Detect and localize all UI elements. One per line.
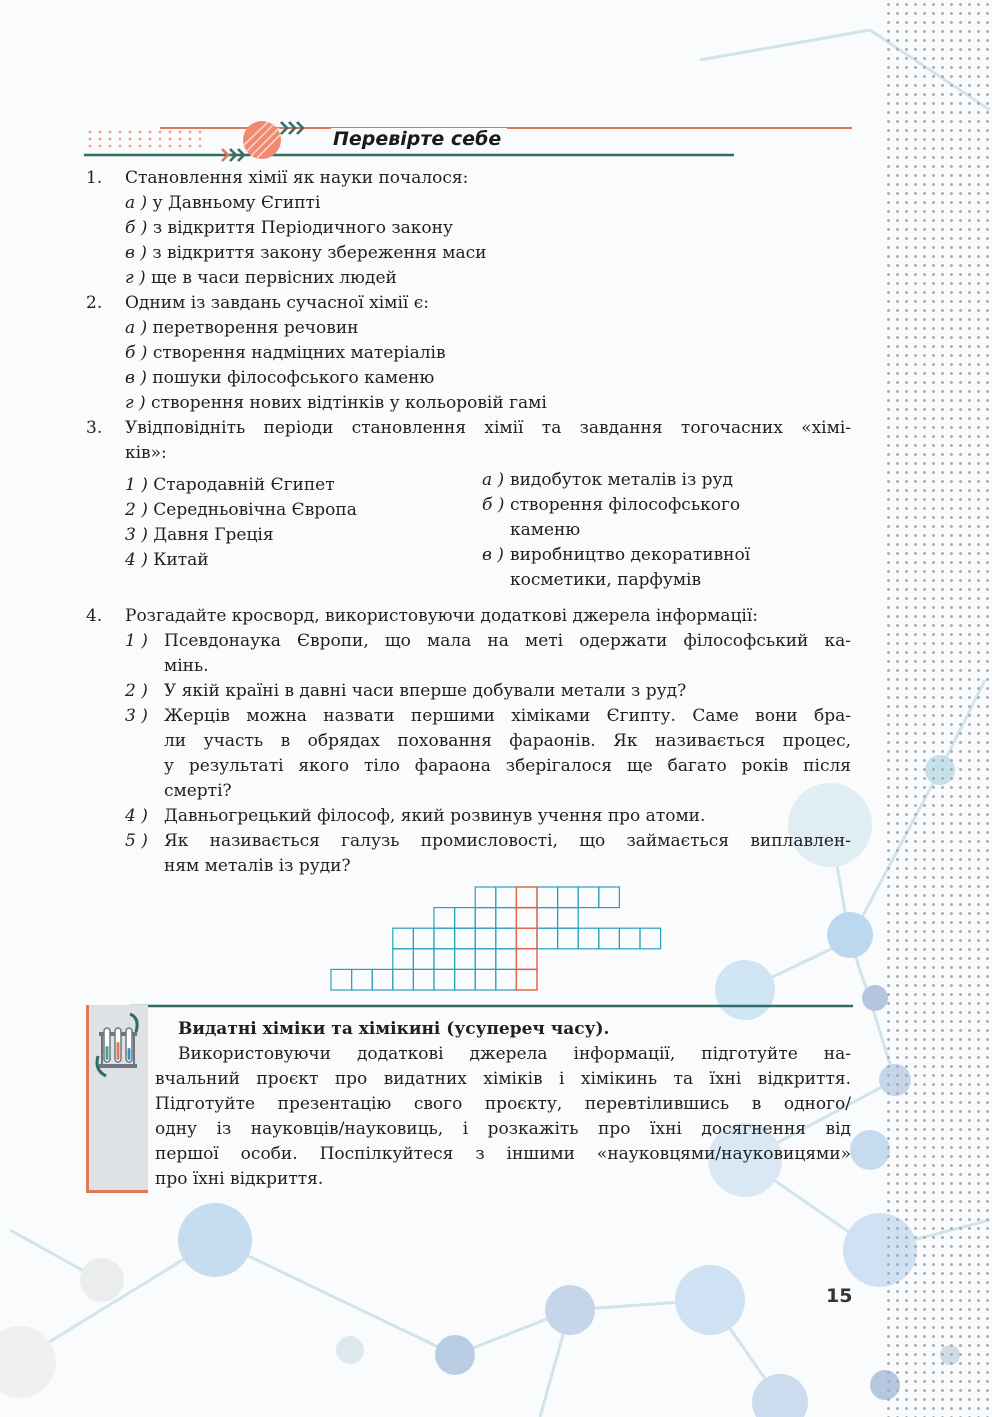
- crossword-cell: [393, 949, 414, 970]
- option-text: пошуки філософського каменю: [152, 368, 435, 388]
- crossword-cell: [640, 928, 661, 949]
- crossword-key-cell: [516, 908, 537, 929]
- crossword-cell: [475, 949, 496, 970]
- option-text: з відкриття закону збереження маси: [152, 243, 487, 263]
- crossword-cell: [393, 969, 414, 990]
- item-label: 2 ): [125, 500, 148, 520]
- crossword-cell: [455, 969, 476, 990]
- question-number: 1.: [86, 168, 103, 188]
- match-right-text: виробництво декоративної: [510, 545, 751, 565]
- match-left-item: [125, 473, 335, 498]
- clue-text-continued: ли участь в обрядах поховання фараонів. Як називається процес,: [164, 731, 851, 751]
- clue-label: 5 ): [125, 831, 148, 851]
- crossword-cell: [455, 908, 476, 929]
- item-label: 3 ): [125, 525, 148, 545]
- clue-text: Жерців можна назвати першими хіміками Єгипту. Саме вони бра-: [164, 706, 851, 726]
- clue-text-continued: ням металів із руди?: [164, 856, 351, 876]
- crossword-key-cell-border: [516, 969, 537, 990]
- crossword-key-cell: [516, 969, 537, 990]
- crossword-cell: [434, 969, 455, 990]
- answer-option: [125, 366, 434, 391]
- dotted-margin-strip: [884, 0, 992, 1417]
- option-label: б ): [125, 343, 148, 363]
- option-label: в ): [125, 243, 147, 263]
- clue-text: Давньогрецький філософ, який розвинув учення про атоми.: [164, 806, 706, 826]
- crossword-cell: [558, 928, 579, 949]
- crossword-cell: [537, 908, 558, 929]
- clue-text-continued: мінь.: [164, 656, 209, 676]
- clue-text-continued: у результаті якого тіло фараона зберігалося ще багато років після: [164, 756, 851, 776]
- option-label: г ): [125, 393, 146, 413]
- project-text-line: про їхні відкриття.: [155, 1169, 324, 1189]
- crossword-cell: [578, 887, 599, 908]
- crossword-key-cell-border: [516, 887, 537, 908]
- option-text: ще в часи первісних людей: [151, 268, 397, 288]
- crossword-cell: [599, 887, 620, 908]
- clue-text-continued: смерті?: [164, 781, 232, 801]
- crossword-cell: [331, 969, 352, 990]
- match-right-label: а ): [482, 470, 505, 490]
- test-tubes-icon: [90, 1010, 146, 1080]
- crossword-cell: [558, 908, 579, 929]
- option-label: а ): [125, 193, 148, 213]
- option-text: перетворення речовин: [152, 318, 359, 338]
- crossword-cell: [413, 949, 434, 970]
- answer-option: [125, 316, 359, 341]
- crossword-key-cell: [516, 949, 537, 970]
- crossword-cell: [393, 928, 414, 949]
- crossword-cell: [475, 969, 496, 990]
- crossword-cell: [578, 928, 599, 949]
- page-number: 15: [826, 1285, 853, 1307]
- crossword-cell: [619, 928, 640, 949]
- crossword-cell: [413, 928, 434, 949]
- clue-label: 4 ): [125, 806, 148, 826]
- crossword-cell: [496, 969, 517, 990]
- clue-text: Як називається галузь промисловості, що займається виплавлен-: [164, 831, 851, 851]
- option-label: г ): [125, 268, 146, 288]
- match-left-item: [125, 523, 274, 548]
- project-text-line: одну із науковців/науковиць, і розкажіть про їхні досягнення від: [155, 1119, 851, 1139]
- item-text: Стародавній Єгипет: [153, 475, 335, 495]
- option-text: у Давньому Єгипті: [152, 193, 321, 213]
- question-text-continued: ків»:: [125, 443, 167, 463]
- crossword-key-cell-border: [516, 928, 537, 949]
- crossword-cell: [455, 928, 476, 949]
- item-label: 1 ): [125, 475, 148, 495]
- option-text: створення надміцних матеріалів: [152, 343, 446, 363]
- project-text-line: Підготуйте презентацію свого проєкту, перевтілившись в одного/: [155, 1094, 851, 1114]
- option-label: в ): [125, 368, 147, 388]
- answer-option: [125, 266, 397, 291]
- match-left-item: [125, 548, 209, 573]
- answer-option: [125, 241, 486, 266]
- item-text: Китай: [153, 550, 209, 570]
- option-label: а ): [125, 318, 148, 338]
- crossword-cell: [537, 928, 558, 949]
- crossword-key-cell: [516, 887, 537, 908]
- match-right-text-continued: каменю: [510, 520, 581, 540]
- crossword-cell: [475, 887, 496, 908]
- item-label: 4 ): [125, 550, 148, 570]
- crossword-cell: [434, 928, 455, 949]
- answer-option: [125, 341, 446, 366]
- crossword-grid: [330, 886, 670, 992]
- project-text-line: вчальний проєкт про видатних хіміків і хімікинь та їхні відкриття.: [155, 1069, 851, 1089]
- question-text: Одним із завдань сучасної хімії є:: [125, 293, 429, 313]
- question-text: Розгадайте кросворд, використовуючи додаткові джерела інформації:: [125, 606, 759, 626]
- crossword-cell: [455, 949, 476, 970]
- question-number: 4.: [86, 606, 103, 626]
- question-number: 3.: [86, 418, 103, 438]
- answer-option: [125, 191, 320, 216]
- question-number: 2.: [86, 293, 103, 313]
- project-text-line: Використовуючи додаткові джерела інформації, підготуйте на-: [178, 1044, 851, 1064]
- clue-text: У якій країні в давні часи вперше добували метали з руд?: [164, 681, 687, 701]
- crossword-cell: [475, 908, 496, 929]
- crossword-cell: [537, 887, 558, 908]
- crossword-cell: [475, 928, 496, 949]
- match-right-text: створення філософського: [510, 495, 741, 515]
- clue-label: 3 ): [125, 706, 148, 726]
- match-right-text: видобуток металів із руд: [510, 470, 734, 490]
- option-label: б ): [125, 218, 148, 238]
- answer-option: [125, 391, 547, 416]
- option-text: з відкриття Періодичного закону: [152, 218, 453, 238]
- crossword-key-cell-border: [516, 908, 537, 929]
- crossword-cell: [434, 908, 455, 929]
- crossword-cell: [352, 969, 373, 990]
- match-right-label: б ): [482, 495, 505, 515]
- crossword-cell: [558, 887, 579, 908]
- crossword-cell: [599, 928, 620, 949]
- match-right-label: в ): [482, 545, 504, 565]
- match-right-text-continued: косметики, парфумів: [510, 570, 702, 590]
- crossword-cell: [496, 908, 517, 929]
- crossword-key-cell: [516, 928, 537, 949]
- clue-label: 1 ): [125, 631, 148, 651]
- crossword-cell: [434, 949, 455, 970]
- project-title: Видатні хіміки та хімікині (усупереч часу).: [178, 1019, 610, 1039]
- crossword-cell: [496, 949, 517, 970]
- answer-option: [125, 216, 453, 241]
- clue-label: 2 ): [125, 681, 148, 701]
- option-text: створення нових відтінків у кольоровій гамі: [151, 393, 547, 413]
- crossword-cell: [372, 969, 393, 990]
- clue-text: Псевдонаука Європи, що мала на меті одержати філософський ка-: [164, 631, 851, 651]
- item-text: Середньовічна Європа: [153, 500, 357, 520]
- project-text-line: першої особи. Поспілкуйтеся з іншими «науковцями/науковицями»: [155, 1144, 851, 1164]
- project-header-line: [120, 1000, 855, 1012]
- section-title: Перевірте себе: [331, 128, 507, 150]
- crossword-cell: [496, 887, 517, 908]
- crossword-key-cell-border: [516, 949, 537, 970]
- match-left-item: [125, 498, 357, 523]
- item-text: Давня Греція: [153, 525, 274, 545]
- question-text: Увідповідніть періоди становлення хімії та завдання тогочасних «хімі-: [125, 418, 851, 438]
- crossword-cell: [496, 928, 517, 949]
- question-text: Становлення хімії як науки почалося:: [125, 168, 469, 188]
- crossword-cell: [413, 969, 434, 990]
